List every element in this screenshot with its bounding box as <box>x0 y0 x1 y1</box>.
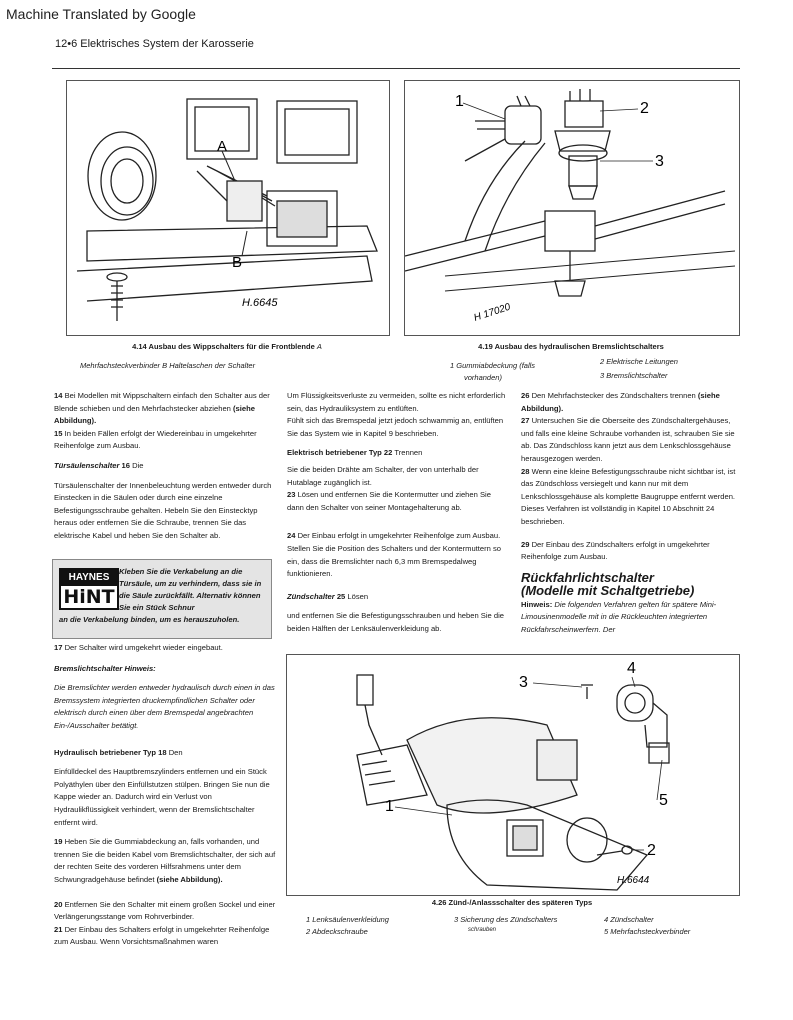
legend-4-19-item-1 <box>450 360 590 384</box>
legend-1: 1 Gummiabdeckung (falls <box>450 361 536 370</box>
rocker-switch-illustration <box>67 81 389 335</box>
callout-2: 2 <box>647 842 656 859</box>
page-header: 12•6 Elektrisches System der Karosserie <box>55 38 254 50</box>
paragraph-16: Türsäulenschalter der Innenbeleuchtung werden entweder durch Einstecken in die Säulen oder durch eine einzelne Befestigungsschraube gehalten. Hebeln Sie den Einstecktyp heraus oder entfernen Sie die Schraube, trennen Sie das elektrische Kabel und heben Sie den Schalter ab. <box>54 480 272 540</box>
paragraph-14: 14 Bei Modellen mit Wippschaltern einfach den Schalter aus der Blende schieben und den Mehrfachstecker abziehen (siehe Abbildung). 15 In beiden Fällen erfolgt der Wiedereinbau in umgekehrter Reihenfolge zum Ausbau. <box>54 391 270 451</box>
caption-number: 4.14 <box>132 342 147 351</box>
hint-text: Kleben Sie die Verkabelung an die Türsäule, um zu verhindern, dass sie in die Säule zurückfällt. Alternativ können Sie ein Stück Schnur <box>119 567 262 612</box>
column-3 <box>521 390 739 644</box>
column-1-lower <box>54 642 276 956</box>
figure-4-19 <box>404 80 740 336</box>
callout-3: 3 <box>519 674 528 691</box>
haynes-hint-box <box>52 559 272 639</box>
hinweis: Hinweis: Die folgenden Verfahren gelten für spätere Mini-Limousinenmodelle mit in die Rückleuchten integrierten Rückfahrscheinwerfern. Der <box>521 599 717 634</box>
callout-2: 2 <box>640 100 649 117</box>
legend-1b: vorhanden) <box>464 373 502 382</box>
paragraph-22: Sie die beiden Drähte am Schalter, der von unterhalb der Hutablage zugänglich ist. <box>287 464 479 487</box>
ignition-switch-illustration <box>287 655 739 895</box>
label-a: A <box>217 138 228 155</box>
figure-4-26 <box>286 654 740 896</box>
header-rule <box>52 68 740 69</box>
legend-4-26-col-3 <box>604 914 740 938</box>
column-2 <box>287 390 509 643</box>
legend-5: 5 Mehrfachsteckverbinder <box>604 927 691 936</box>
caption-4-26: 4.26 Zünd-/Anlassschalter des späteren Typs <box>431 898 593 907</box>
caption-4-14 <box>66 342 388 351</box>
legend-4: 4 Zündschalter <box>604 915 654 924</box>
callout-5: 5 <box>659 792 668 809</box>
translation-banner: Machine Translated by Google <box>6 6 196 22</box>
heading-rueckfahrlichtschalter: Rückfahrlichtschalter <box>521 569 654 585</box>
hint-text-continued: an die Verkabelung binden, um es herauszuholen. <box>59 615 240 624</box>
label-b: B <box>232 254 243 271</box>
brake-note: Die Bremslichter werden entweder hydraulisch durch einen in das Bremssystem integrierten druckempfindlichen Schalter oder elektrisch durch einen über dem Bremspedal angebrachten Ein-/Ausschalter betätigt. <box>54 683 275 730</box>
callout-1: 1 <box>385 798 394 815</box>
col2-paragraph-1: Um Flüssigkeitsverluste zu vermeiden, sollte es nicht erforderlich sein, das Hydrauliksystem zu entlüften. <box>287 391 506 413</box>
paragraph-23: 23 Lösen und entfernen Sie die Kontermutter und ziehen Sie dann den Schalter von seiner Montagehalterung ab. <box>287 490 491 512</box>
section-zuendschalter: Zündschalter 25 Lösen <box>287 591 369 601</box>
legend-3: 3 Sicherung des Zündschalters <box>454 915 558 924</box>
paragraph-20: 20 Entfernen Sie den Schalter mit einem großen Sockel und einer Verlängerungsstange vom Rohrverbinder. 21 Der Einbau des Schalters erfolgt in umgekehrter Reihenfolge zum Ausbau. Wenn Vorsichtsmaßnahmen waren <box>54 899 276 947</box>
caption-letter: A <box>316 342 322 351</box>
legend-2: 2 Elektrische Leitungen <box>600 357 678 366</box>
paragraph-17: 17 Der Schalter wird umgekehrt wieder eingebaut. <box>54 643 223 652</box>
section-hydraulisch: Hydraulisch betriebener Typ 18 Den <box>54 747 183 757</box>
callout-1: 1 <box>455 93 464 110</box>
legend-4-26-col-2 <box>454 914 594 934</box>
callout-4: 4 <box>627 660 636 677</box>
paragraph-27: 27 Untersuchen Sie die Oberseite des Zündschaltergehäuses, und falls eine kleine Schraube vorhanden ist, schrauben Sie sie ab. Das Zündschloss kann jetzt aus dem Lenkschlossgehäuse herausgezogen werden. <box>521 416 735 463</box>
legend-4-14: Mehrfachsteckverbinder B Haltelaschen der Schalter <box>80 361 256 370</box>
column-1 <box>54 390 276 550</box>
heading-schaltgetriebe: (Modelle mit Schaltgetriebe) <box>521 582 695 598</box>
caption-text: Ausbau des Wippschalters für die Frontblende <box>148 342 315 351</box>
paragraph-18: Einfülldeckel des Hauptbremszylinders entfernen und ein Stück Polyäthylen über den Einfüllstutzen stülpen. Bringen Sie nun die Kappe wieder an. Dadurch wird ein Verlust von Hydraulikflüssigkeit verhindert, wenn der Bremslichtschalter entfernt wird. <box>54 767 270 827</box>
legend-2: 2 Abdeckschraube <box>306 927 368 936</box>
paragraph-26: 26 Den Mehrfachstecker des Zündschalters trennen (siehe Abbildung). <box>521 391 720 413</box>
paragraph-25: und entfernen Sie die Befestigungsschrauben und heben Sie die beiden Hälften der Lenksäulenverkleidung ab. <box>287 611 505 633</box>
figure-4-14 <box>66 80 390 336</box>
paragraph-19: 19 Heben Sie die Gummiabdeckung an, falls vorhanden, und trennen Sie die beiden Kabel vom Bremslichtschalter, der sich auf der rechten Seite des vorderen Hilfsrahmens unter dem Schwungradgehäuse befindet (siehe Abbildung). <box>54 837 276 884</box>
section-elektrisch: Elektrisch betriebener Typ 22 Trennen <box>287 448 423 458</box>
paragraph-24: 24 Der Einbau erfolgt in umgekehrter Reihenfolge zum Ausbau. Stellen Sie die Position des Schalters und der Kontermuttern so ein, dass die Bremslichter nach 6,3 mm Bremspedalweg funktionieren. <box>287 531 502 579</box>
section-tuersaeulenschalter: Türsäulenschalter 16 Die <box>54 460 144 470</box>
col2-paragraph-2: Fühlt sich das Bremspedal jetzt jedoch schwammig an, entlüften Sie das System wie in Kapitel 9 beschrieben. <box>287 416 504 438</box>
brake-switch-illustration <box>405 81 739 335</box>
figure-code: H.6644 <box>617 875 650 886</box>
legend-4-19-items <box>600 356 738 382</box>
figure-code: H 17020 <box>472 301 512 324</box>
paragraph-28: 28 Wenn eine kleine Befestigungsschraube nicht sichtbar ist, ist das Zündschloss versiegelt und kann nur mit dem Lenkschlossgehäuse als komplette Baugruppe entfernt werden. Dieses Verfahren ist vollständig in Kapitel 10 Abschnitt 24 beschrieben. <box>521 466 736 526</box>
section-bremslichtschalter: Bremslichtschalter Hinweis: <box>54 663 156 673</box>
paragraph-29: 29 Der Einbau des Zündschalters erfolgt in umgekehrter Reihenfolge zum Ausbau. <box>521 539 710 562</box>
figure-code: H.6645 <box>242 297 278 309</box>
haynes-hint-logo: HAYNES HiNT <box>59 568 119 610</box>
legend-1: 1 Lenksäulenverkleidung <box>306 915 389 924</box>
legend-4-26-col-1 <box>306 914 446 938</box>
legend-3b: schrauben <box>468 927 497 933</box>
callout-3: 3 <box>655 153 664 170</box>
caption-4-19: 4.19 Ausbau des hydraulischen Bremslichtschalters <box>478 342 664 351</box>
legend-3: 3 Bremslichtschalter <box>600 371 668 380</box>
